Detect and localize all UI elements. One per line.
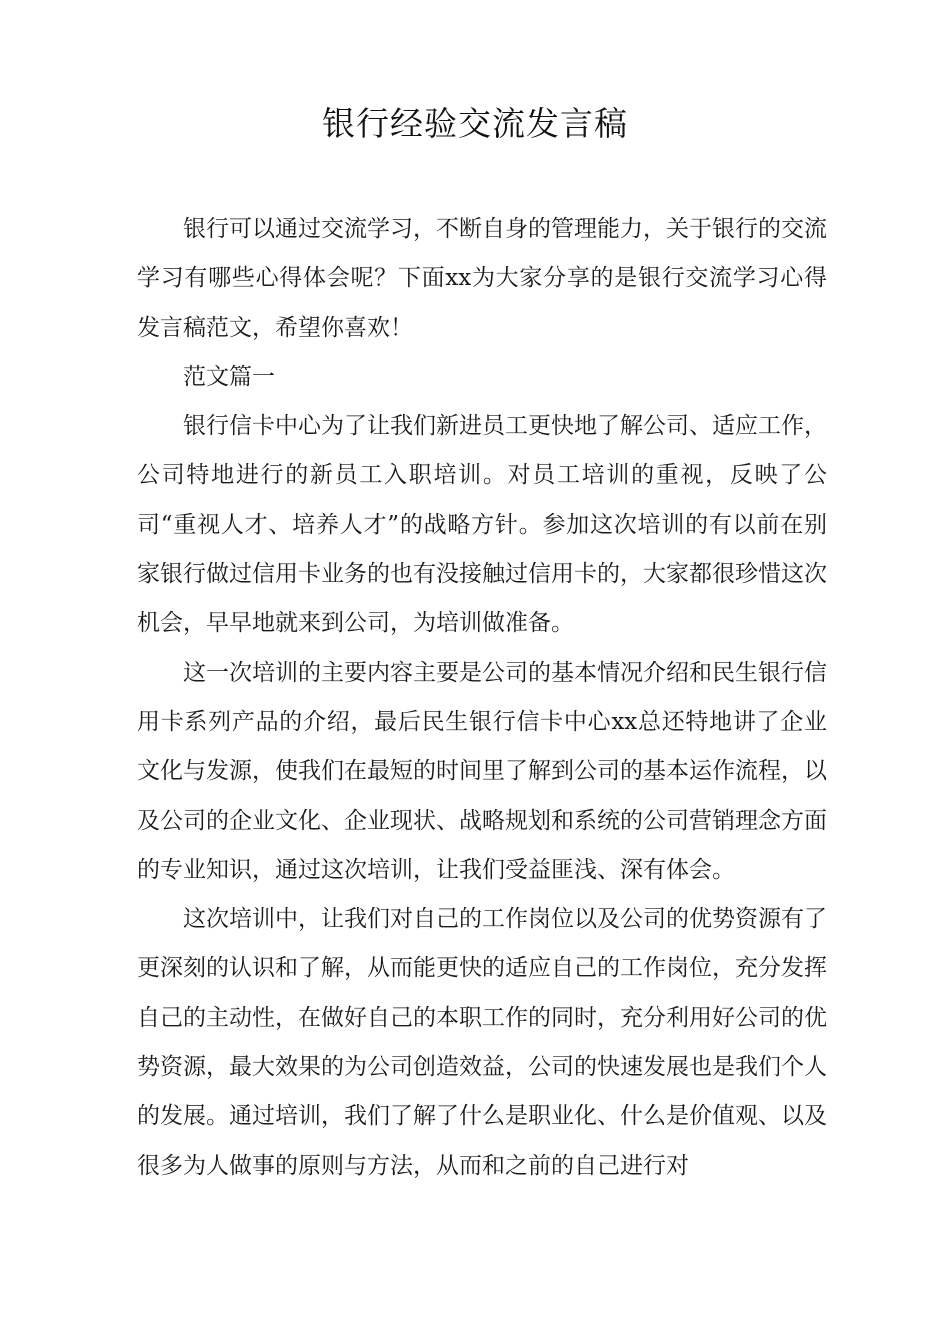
intro-paragraph: 银行可以通过交流学习，不断自身的管理能力，关于银行的交流学习有哪些心得体会呢？下面xx为大家分享的是银行交流学习心得发言稿范文，希望你喜欢！ [137,216,827,341]
section-heading: 范文篇一 [183,363,275,390]
document-title: 银行经验交流发言稿 [322,104,628,143]
body-paragraph: 银行信卡中心为了让我们新进员工更快地了解公司、适应工作，公司特地进行的新员工入职培训。对员工培训的重视，反映了公司“重视人才、培养人才”的战略方针。参加这次培训的有以前在别家银行做过信用卡业务的也有没接触过信用卡的，大家都很珍惜这次机会，早早地就来到公司，为培训做准备。 [137,413,827,637]
document-body [137,205,827,1191]
body-paragraph: 这一次培训的主要内容主要是公司的基本情况介绍和民生银行信用卡系列产品的介绍，最后民生银行信卡中心xx总还特地讲了企业文化与发源，使我们在最短的时间里了解到公司的基本运作流程，以及公司的企业文化、企业现状、战略规划和系统的公司营销理念方面的专业知识，通过这次培训，让我们受益匪浅、深有体会。 [137,659,827,883]
body-paragraph: 这次培训中，让我们对自己的工作岗位以及公司的优势资源有了更深刻的认识和了解，从而能更快的适应自己的工作岗位，充分发挥自己的主动性，在做好自己的本职工作的同时，充分利用好公司的优势资源，最大效果的为公司创造效益，公司的快速发展也是我们个人的发展。通过培训，我们了解了什么是职业化、什么是价值观、以及很多为人做事的原则与方法，从而和之前的自己进行对 [137,906,827,1179]
